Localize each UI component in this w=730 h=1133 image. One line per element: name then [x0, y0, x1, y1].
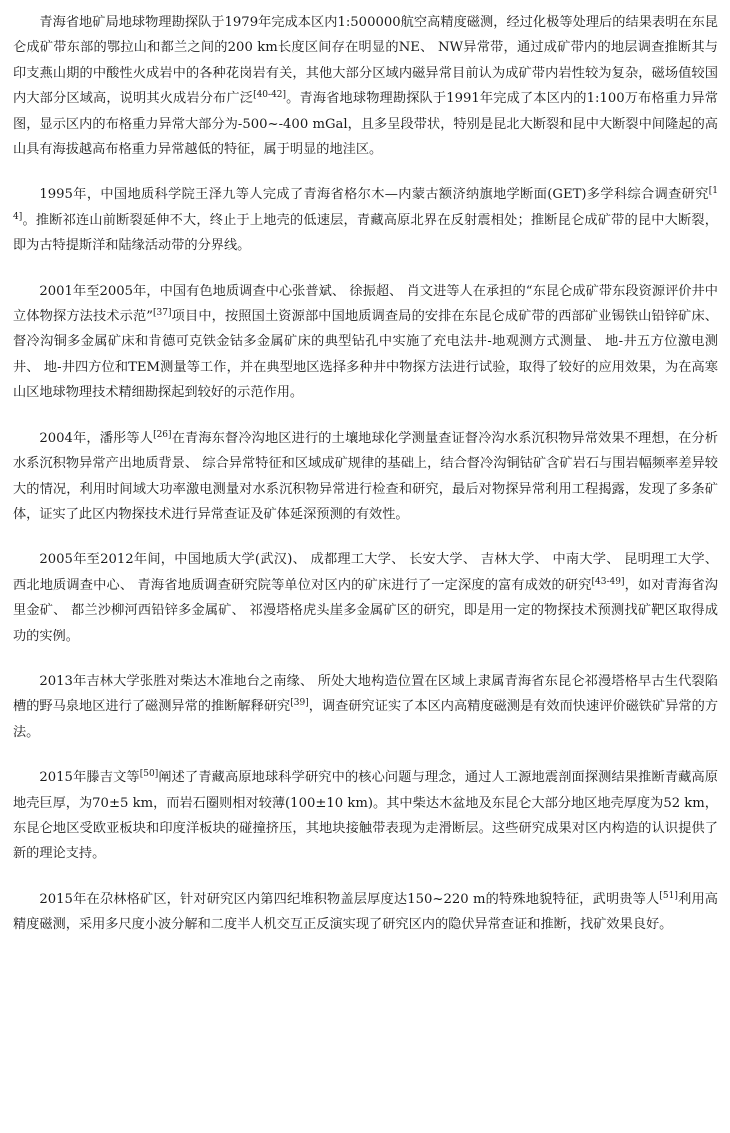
- paragraph-text: 2004年，潘彤等人: [39, 430, 154, 446]
- citation-ref: [40-42]: [253, 90, 287, 101]
- paragraph-text: 。青海省地球物理勘探队于1991年完成了本区内的1:100万布格重力异常图，显示区内的布格重力异常大部分为-500~-400 mGal，且多呈段带状，特别是昆北大断裂和昆中大断裂中间隆起的高山具有海拔越高布格重力异常越低的特征，属于明显的地洼区。: [13, 91, 718, 158]
- paragraph-text: 青海省地矿局地球物理勘探队于1979年完成本区内1:500000航空高精度磁测，经过化极等处理后的结果表明在东昆仑成矿带东部的鄂拉山和都兰之间的200 km长度区间存在明显的NE、 NW异常带，通过成矿带内的地层调查推断其与印支燕山期的中酸性火成岩中的各种花岗岩有关，其他大部分区域内磁异常目前认为成矿带内岩性较为复杂，磁场值较国内大部分区域高，说明其火成岩分布广泛: [13, 15, 718, 107]
- paragraph-text: 2015年在尕林格矿区，针对研究区内第四纪堆积物盖层厚度达150~220 m的特殊地貌特征，武明贵等人: [39, 891, 660, 907]
- paragraph-text: 2001年至2005年，中国有色地质调查中心张普斌、 徐振超、 肖文进等人在承担的“东昆仑成矿带东段资源评价井中立体物探方法技术示范”: [13, 283, 718, 325]
- paragraph-text: 项目中，按照国土资源部中国地质调查局的安排在东昆仑成矿带的西部矿业锡铁山铅锌矿床、 督冷沟铜多金属矿床和肯德可克铁金钴多金属矿床的典型钻孔中实施了充电法井-地观测方式测量、 地-井五方位激电测井、 地-井四方位和TEM测量等工作，并在典型地区选择多种井中物探方法进行试验，取得了较好的应用效果，为在高寒山区地球物理技术精细勘探起到较好的示范作用。: [13, 309, 718, 401]
- paragraph-crustal-structure: [13, 765, 718, 867]
- paragraph-geoscience-transect: [13, 182, 718, 258]
- paragraph-text: 1995年，中国地质科学院王泽九等人完成了青海省格尔木—内蒙古额济纳旗地学断面(GET)多学科综合调查研究: [39, 187, 709, 203]
- paragraph-text: 在青海东督冷沟地区进行的土壤地球化学测量查证督冷沟水系沉积物异常效果不理想，在分析水系沉积物异常产出地质背景、 综合异常特征和区域成矿规律的基础上，结合督冷沟铜钴矿含矿岩石与围岩幅频率差异较大的情况，利用时间域大功率激电测量对水系沉积物异常进行检查和研究，最后对物探异常利用工程揭露，发现了多条矿体，证实了此区内物探技术进行异常查证及矿体延深预测的有效性。: [13, 430, 718, 522]
- paragraph-text: 2005年至2012年间，中国地质大学(武汉)、 成都理工大学、 长安大学、 吉林大学、 中南大学、 昆明理工大学、 西北地质调查中心、 青海省地质调查研究院等单位对区内的矿床进行了一定深度的富有成效的研究: [13, 552, 718, 593]
- citation-ref: [50]: [139, 769, 159, 780]
- paragraph-text: ，如对青海省沟里金矿、 都兰沙柳河西铅锌多金属矿、 祁漫塔格虎头崖多金属矿区的研究，即是用一定的物探技术预测找矿靶区取得成功的实例。: [13, 577, 718, 644]
- citation-ref: [37]: [153, 308, 172, 319]
- citation-ref: [43-49]: [591, 576, 625, 587]
- paragraph-text: 。推断祁连山前断裂延伸不大，终止于上地壳的低速层，青藏高原北界在反射震相处；推断昆仑成矿带的昆中大断裂，即为古特提斯洋和陆缘活动带的分界线。: [13, 212, 718, 254]
- paragraph-text: ，调查研究证实了本区内高精度磁测是有效而快速评价磁铁矿异常的方法。: [13, 699, 719, 740]
- citation-ref: [14]: [13, 186, 718, 222]
- citation-ref: [39]: [290, 698, 309, 709]
- paragraph-wavelet-inversion: [13, 887, 718, 938]
- citation-ref: [51]: [659, 890, 678, 901]
- paragraph-text: 2015年滕吉文等: [39, 770, 140, 786]
- paragraph-magnetic-interpretation: [13, 669, 718, 745]
- paragraph-text: 阐述了青藏高原地球科学研究中的核心问题与理念，通过人工源地震剖面探测结果推断青藏高原地壳巨厚，为70±5 km，而岩石圈则相对较薄(100±10 km)。其中柴达木盆地及东昆仑大部分地区地壳厚度为52 km，东昆仑地区受欧亚板块和印度洋板块的碰撞挤压，其地块接触带表现为走滑断层。这些研究成果对区内构造的认识提供了新的理论支持。: [13, 770, 718, 862]
- paragraph-aeromagnetic-gravity: [13, 10, 718, 162]
- paragraph-university-research: [13, 547, 718, 649]
- paragraph-text: 利用高精度磁测，采用多尺度小波分解和二度半人机交互正反演实现了研究区内的隐伏异常查证和推断，找矿效果良好。: [13, 891, 718, 933]
- citation-ref: [26]: [153, 429, 172, 440]
- paragraph-induced-polarization: [13, 426, 718, 528]
- paragraph-text: 2013年吉林大学张胜对柴达木准地台之南缘、 所处大地构造位置在区域上隶属青海省东昆仑祁漫塔格早古生代裂陷槽的野马泉地区进行了磁测异常的推断解释研究: [13, 673, 718, 715]
- paragraph-borehole-geophysics: [13, 279, 718, 406]
